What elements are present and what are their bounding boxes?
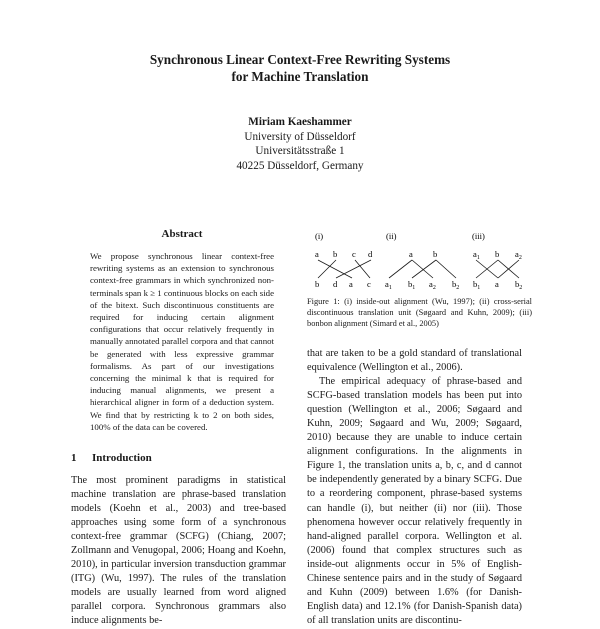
alignment-link bbox=[436, 260, 456, 278]
token: b bbox=[315, 279, 320, 289]
section-title: Introduction bbox=[92, 452, 152, 464]
author-affiliation: University of Düsseldorf bbox=[244, 130, 356, 143]
token: $a_1$ bbox=[385, 279, 392, 291]
author-block bbox=[0, 115, 600, 173]
alignment-panel-i bbox=[315, 249, 373, 289]
token: $a_2$ bbox=[429, 279, 436, 291]
figure-caption: Figure 1: (i) inside-out alignment (Wu, 1997); (ii) cross-serial discontinuous translation unit (Søgaard and Kuhn, 2009); (iii) bonbon alignment (Simard et al., 2005) bbox=[307, 297, 532, 329]
panel-label-iii: (iii) bbox=[472, 231, 485, 241]
paragraph: that are taken to be a gold standard of translational equivalence (Wellington et al., 2006). bbox=[307, 348, 522, 374]
token: $b_2$ bbox=[515, 279, 523, 291]
token: a bbox=[315, 249, 319, 259]
abstract-heading: Abstract bbox=[161, 228, 203, 240]
abstract-text: We propose synchronous linear context-free rewriting systems as an extension to synchronous context-free grammars in which synchronized non-terminals span k ≥ 1 continuous blocks on each side of the bitext. Such discontinuous constituents are required for inducing certain alignment configurations that occur relatively frequently in manually annotated parallel corpora and that cannot be generated with less expressive grammar formalisms. As part of our investigations concerning the minimal k that is required for inducing manual alignments, we present a hierarchical aligner in form of a deduction system. We find that by restricting k to 2 on both sides, 100% of the data can be covered. bbox=[90, 251, 274, 432]
token: $a_1$ bbox=[473, 249, 480, 261]
token: $b_2$ bbox=[452, 279, 460, 291]
section-number: 1 bbox=[71, 452, 77, 464]
token: $b_1$ bbox=[473, 279, 481, 291]
alignment-link bbox=[336, 260, 371, 278]
introduction-text: The most prominent paradigms in statistical machine translation are phrase-based translation models (Koehn et al., 2003) and tree-based approaches using some form of a synchronous context-free grammar (SCFG) (Chiang, 2007; Zollmann and Venugopal, 2006; Hoang and Koehn, 2010), in particular inversion transduction grammar (ITG) (Wu, 1997). The rules of the translation models are usually learned from word aligned parallel corpora. Synchronous grammars also induce alignments be- bbox=[71, 475, 286, 627]
paragraph: The empirical adequacy of phrase-based and SCFG-based translation models has been put into question (Wellington et al., 2006; Søgaard and Kuhn, 2009; Søgaard and Wu, 2009; Søgaard, 2010) because they are unable to induce certain alignment configurations. In the alignments in Figure 1, the translation units a, b, c, and d cannot be independently generated by a binary SCFG. Due to a reordering component, phrase-based systems can handle (i), but neither (ii) nor (iii). Those phenomena however occur relatively frequently in hand-aligned parallel corpora. Wellington et al. (2006) found that complex structures such as inside-out alignments occur in 5% of English-Chinese sentence pairs and in the study of Søgaard and Kuhn (2009) between 1.6% (for Danish-English data) and 12.1% (for Danish-Spanish data) of all translation units are discontinu- bbox=[307, 376, 522, 626]
author-street: Universitätsstraße 1 bbox=[255, 145, 345, 157]
token: a bbox=[409, 249, 413, 259]
token: c bbox=[352, 249, 356, 259]
alignment-link bbox=[318, 260, 336, 278]
token: b bbox=[495, 249, 500, 259]
author-city: 40225 Düsseldorf, Germany bbox=[236, 159, 364, 172]
alignment-panel-iii bbox=[473, 249, 522, 291]
alignment-panel-ii bbox=[385, 249, 459, 291]
author-name: Miriam Kaeshammer bbox=[248, 116, 352, 128]
panel-label-ii: (ii) bbox=[386, 231, 397, 241]
token: b bbox=[433, 249, 438, 259]
token: $b_1$ bbox=[408, 279, 416, 291]
token: d bbox=[368, 249, 373, 259]
panel-label-i: (i) bbox=[315, 231, 324, 241]
paper-title-line-2: for Machine Translation bbox=[231, 69, 369, 84]
token: a bbox=[349, 279, 353, 289]
token: a bbox=[495, 279, 499, 289]
alignment-link bbox=[389, 260, 412, 278]
token: c bbox=[367, 279, 371, 289]
figure-1 bbox=[305, 226, 535, 292]
token: d bbox=[333, 279, 338, 289]
alignment-link bbox=[318, 260, 352, 278]
right-column-text bbox=[307, 347, 522, 628]
token: $a_2$ bbox=[515, 249, 522, 261]
paper-title-line-1: Synchronous Linear Context-Free Rewriting Systems bbox=[149, 52, 451, 67]
introduction-heading bbox=[71, 452, 152, 464]
token: b bbox=[333, 249, 338, 259]
alignment-link bbox=[355, 260, 370, 278]
